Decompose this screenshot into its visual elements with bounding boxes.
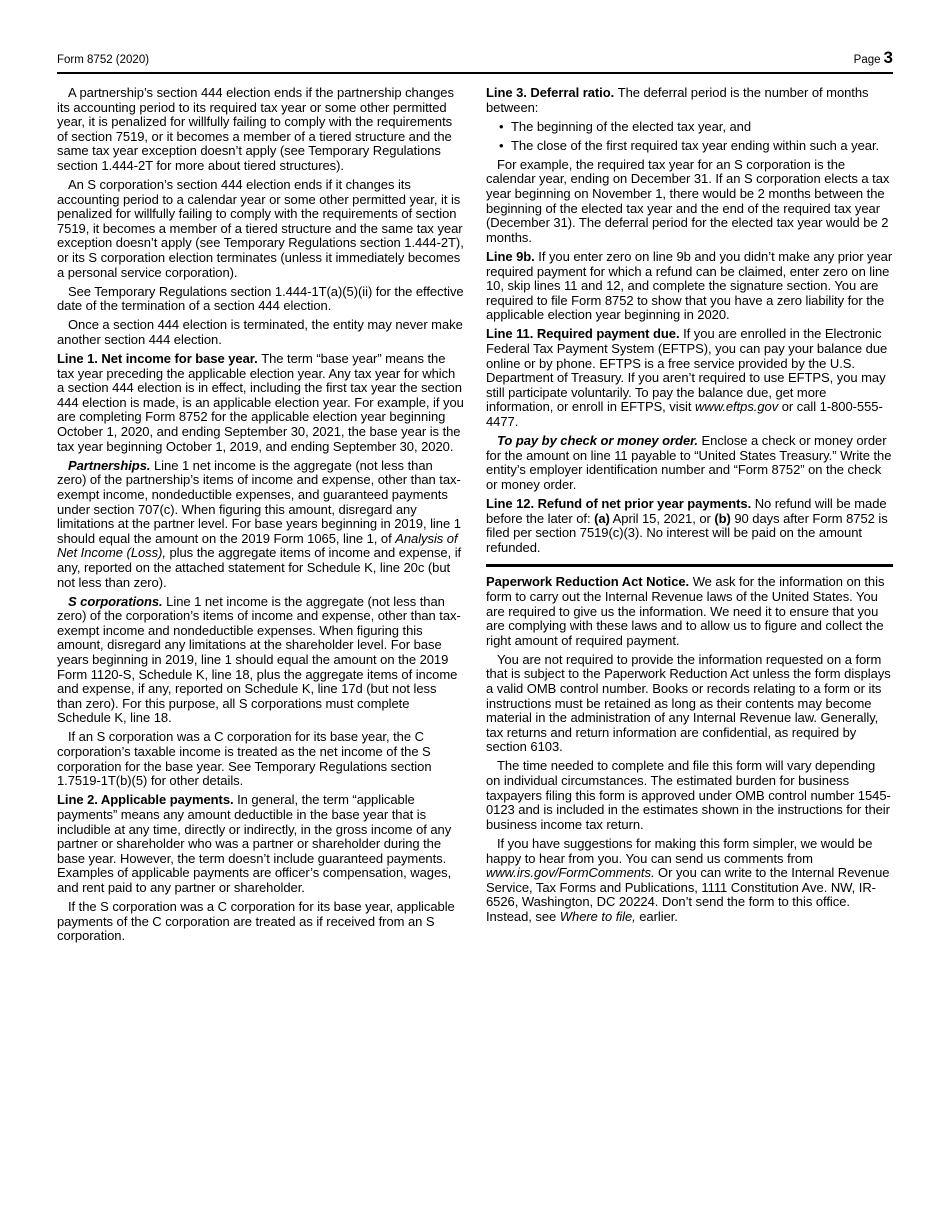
column-left: [57, 86, 464, 948]
paragraph: [486, 653, 893, 755]
paragraph: [486, 575, 893, 648]
text-segment: Analysis of Net Income (Loss),: [57, 530, 458, 561]
text-segment: Once a section 444 election is terminated, the entity may never make another section 444 election.: [57, 317, 463, 347]
text-segment: Or you can write to the Internal Revenue Service, Tax Forms and Publications, 1111 Constitution Ave. NW, IR-6526, Washington, DC 20224. Don’t send the form to this office. Instead, see: [486, 865, 890, 924]
paragraph: [57, 459, 464, 590]
paragraph: [57, 318, 464, 347]
text-segment: The deferral period is the number of months between:: [486, 85, 869, 115]
text-segment: S corporations.: [68, 593, 167, 609]
text-segment: Line 1 net income is the aggregate (not less than zero) of the corporation’s items of income and expense, other than tax-exempt income and nondeductible expenses. When figuring this amount, disregard any limitations at the shareholder level. For base years beginning in 2019, line 1 should equal the amount on the 2019 Form 1120-S, Schedule K, line 18, plus the aggregate items of income and expense, if any, reported on Schedule K, line 17d (but not less than zero). For this purpose, all S corporations must complete Schedule K, line 18.: [57, 593, 461, 726]
text-segment: April 15, 2021, or: [609, 510, 715, 526]
paragraph: [57, 595, 464, 726]
paragraph: [486, 327, 893, 429]
text-segment: Line 1 net income is the aggregate (not less than zero) of the partnership’s items of income and expense, other than tax-exempt income, nondeductible expenses, and guaranteed payments under section 707(c). When figuring this amount, disregard any limitations at the partner level. For base years beginning in 2019, line 1 should equal the amount on the 2019 Form 1065, line 1, of: [57, 457, 461, 546]
text-segment: If you have suggestions for making this form simpler, we would be happy to hear from you. You can send us comments from: [486, 835, 873, 866]
text-segment: We ask for the information on this form to carry out the Internal Revenue laws of the United States. You are required to give us the information. We need it to ensure that you are complying with these laws and to allow us to figure and collect the right amount of required payment.: [486, 574, 885, 648]
text-segment: A partnership’s section 444 election ends if the partnership changes its accounting period to its required tax year or some other permitted year, it is penalized for willfully failing to comply with the requirements of section 7519, or it becomes a member of a tiered structure and the same tax year exception doesn’t apply (see Temporary Regulations section 1.444-2T for more about tiered structures).: [57, 85, 454, 173]
paragraph: [57, 793, 464, 895]
text-segment: For example, the required tax year for an S corporation is the calendar year, ending on December 31. If an S corporation elects a tax year beginning on November 1, there would be 2 months between the beginning of the elected tax year and the end of the required tax year (December 31). The deferral period for the elected tax year would be 2 months.: [486, 156, 890, 245]
paragraph: [486, 497, 893, 555]
text-segment: If the S corporation was a C corporation for its base year, applicable payments of the C corporation are treated as if received from an S corporation.: [57, 898, 455, 944]
text-segment: Line 2. Applicable payments.: [57, 792, 238, 808]
paragraph: [57, 285, 464, 314]
text-segment: To pay by check or money order.: [497, 433, 702, 449]
section-divider-rule: [486, 564, 893, 567]
paragraph: [486, 86, 893, 115]
page-header: [57, 48, 893, 67]
text-segment: www.eftps.gov: [695, 399, 779, 415]
text-segment: or call 1-800-555-4477.: [486, 399, 883, 429]
text-segment: Line 9b.: [486, 248, 539, 264]
header-rule: [57, 72, 893, 74]
text-segment: Line 11. Required payment due.: [486, 326, 684, 342]
page-word: Page: [853, 54, 881, 66]
text-segment: Line 1. Net income for base year.: [57, 351, 262, 367]
form-title: Form 8752 (2020): [57, 54, 150, 66]
text-segment: The time needed to complete and file this form will vary depending on individual circumstances. The estimated burden for business taxpayers filing this form is approved under OMB control number 1545-0123 and is included in the estimates shown in the instructions for their business income tax return.: [486, 758, 891, 832]
page-indicator: [853, 48, 893, 67]
text-segment: Enclose a check or money order for the amount on line 11 payable to “United States Treasury.” Write the entity’s employer identification number and “Form 8752” on the check or money order.: [486, 433, 892, 492]
text-segment: The beginning of the elected tax year, and: [511, 118, 752, 134]
column-right: [486, 86, 893, 948]
text-segment: 90 days after Form 8752 is filed per section 7519(c)(3). No interest will be paid on the amount refunded.: [486, 510, 888, 555]
text-segment: Where to file,: [559, 908, 636, 924]
paragraph: [57, 730, 464, 788]
text-segment: Line 3. Deferral ratio.: [486, 85, 618, 100]
paragraph: [486, 837, 893, 925]
bullet-item: [486, 139, 893, 154]
paragraph: [57, 178, 464, 280]
text-segment: No refund will be made before the later of:: [486, 495, 887, 526]
text-segment: Paperwork Reduction Act Notice.: [486, 574, 693, 590]
text-segment: Partnerships.: [68, 457, 154, 473]
text-segment: In general, the term “applicable payments” means any amount deductible in the base year that is includible at any time, directly or indirectly, in the gross income of any partner or shareholder who was a partner or shareholder during the base year. However, the term doesn’t include guaranteed payments. Examples of applicable payments are officer’s compensation, wages, and rent paid to any partner or shareholder.: [57, 792, 452, 895]
text-segment: If you are enrolled in the Electronic Federal Tax Payment System (EFTPS), you can pay your balance due online or by phone. EFTPS is a free service provided by the U.S. Department of Treasury. If you aren’t required to use EFTPS, you may still participate voluntarily. To pay the balance due, get more information, or enroll in EFTPS, visit: [486, 326, 888, 415]
text-segment: You are not required to provide the information requested on a form that is subject to the Paperwork Reduction Act unless the form displays a valid OMB control number. Books or records relating to a form or its instructions must be retained as long as their contents may become material in the administration of any Internal Revenue law. Generally, tax returns and return information are confidential, as required by section 6103.: [486, 651, 891, 755]
text-segment: plus the aggregate items of income and expense, if any, reported on the attached statement for Schedule K, line 20c (but not less than zero).: [57, 545, 462, 590]
page-number: 3: [883, 48, 893, 67]
paragraph: [486, 759, 893, 832]
paragraph: [57, 352, 464, 454]
content-columns: [57, 86, 893, 948]
text-segment: www.irs.gov/FormComments.: [486, 865, 655, 881]
text-segment: An S corporation’s section 444 election ends if it changes its accounting period to a calendar year or some other permitted year, it is penalized for willfully failing to comply with the requirements of section 7519, it becomes a member of a tiered structure and the same tax year exception doesn’t apply (see Temporary Regulations section 1.444-2T), or its S corporation election terminates (unless it immediately becomes a personal service corporation).: [57, 177, 464, 280]
text-segment: The close of the first required tax year ending within such a year.: [511, 137, 880, 153]
paragraph: [486, 250, 893, 323]
text-segment: (a): [594, 510, 610, 526]
text-segment: See Temporary Regulations section 1.444-1T(a)(5)(ii) for the effective date of the termination of a section 444 election.: [57, 283, 464, 314]
text-segment: If you enter zero on line 9b and you didn’t make any prior year required payment for which a refund can be claimed, enter zero on line 10, skip lines 11 and 12, and complete the signature section. You are required to file Form 8752 to show that you have a zero liability for the applicable election year beginning in 2020.: [486, 248, 893, 323]
bullet-item: [486, 120, 893, 135]
text-segment: If an S corporation was a C corporation for its base year, the C corporation’s taxable income is treated as the net income of the S corporation for the base year. See Temporary Regulations section 1.7519-1T(b)(5) for other details.: [57, 729, 432, 789]
text-segment: Line 12. Refund of net prior year payments.: [486, 495, 755, 511]
text-segment: The term “base year” means the tax year preceding the applicable election year. Any tax year for which a section 444 election is in effect, including the first tax year the section 444 election is made, is an applicable election year. For example, if you are completing Form 8752 for the applicable election year beginning October 1, 2020, and ending September 30, 2021, the base year is the tax year beginning October 1, 2019, and ending September 30, 2020.: [57, 351, 464, 454]
paragraph: [486, 158, 893, 246]
paragraph: [486, 434, 893, 492]
text-segment: (b): [714, 510, 731, 526]
paragraph: [57, 86, 464, 174]
paragraph: [57, 900, 464, 944]
text-segment: earlier.: [635, 908, 678, 924]
